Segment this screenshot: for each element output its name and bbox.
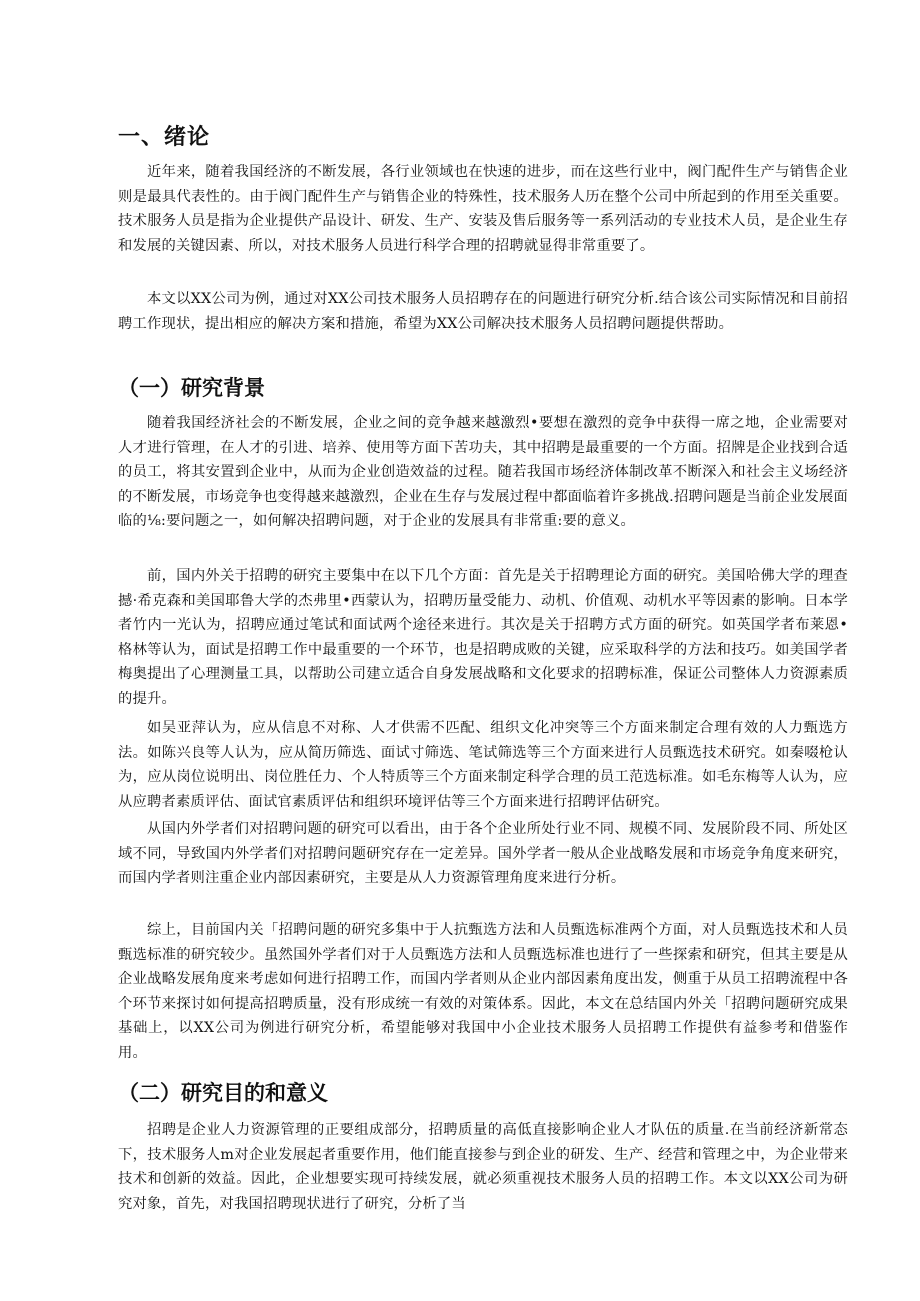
background-paragraph-3: 如吴亚萍认为，应从信息不对称、人才供需不匹配、组织文化冲突等三个方面来制定合理有效的人力甄选方法。如陈兴良等人认为，应从简历筛选、面试寸筛选、笔试筛选等三个方面来进行人员甄选技术研究。如秦啜枪认为，应从岗位说明出、岗位胜任力、个人特质等三个方面来制定科学合理的员工范选标准。如毛东梅等人认为，应从应聘者素质评估、面试官素质评估和组织环境评估等三个方面来进行招聘评估研究。 <box>118 720 848 810</box>
section-heading-introduction: 一、绪论 <box>118 125 211 150</box>
subsection-heading-purpose: （二）研究目的和意义 <box>118 1081 328 1105</box>
intro-paragraph-2: 本文以XX公司为例，通过对XX公司技术服务人员招聘存在的问题进行研究分析.结合该公司实际情况和目前招聘工作现状，提出相应的解决方案和措施，希望为XX公司解决技术服务人员招聘问题提供帮助。 <box>118 291 848 332</box>
intro-paragraph-1: 近年来，随着我国经济的不断发展，各行业领域也在快速的进步，而在这些行业中，阀门配件生产与销售企业则是最具代表性的。由于阀门配件生产与销售企业的特殊性，技术服务人历在整个公司中所起到的作用至关重要。技术服务人员是指为企业提供产品设计、研发、生产、安装及售后服务等一系列活动的专业技术人员，是企业生存和发展的关键因素、所以，对技术服务人员进行科学合理的招聘就显得非常重要了。 <box>118 164 848 254</box>
background-paragraph-1: 随着我国经济社会的不断发展，企业之间的竞争越来越激烈•要想在激烈的竞争中获得一席之地，企业需要对人才进行管理，在人才的引进、培养、使用等方面下苦功夫，其中招聘是最重要的一个方面。招牌是企业找到合适的员工，将其安置到企业中，从而为企业创造效益的过程。随若我国市场经济体制改革不断深入和社会主义场经济的不断发展，市场竞争也变得越来越激烈，企业在生存与发展过程中都面临着许多挑战.招聘问题是当前企业发展面临的⅛:要问题之一，如何解决招聘问题，对于企业的发展具有非常重:要的意义。 <box>118 415 848 529</box>
background-paragraph-2: 前，国内外关于招聘的研究主要集中在以下几个方面：首先是关于招聘理论方面的研究。美国哈佛大学的理查撼·希克森和美国耶鲁大学的杰弗里•西蒙认为，招聘历量受能力、动机、价值观、动机水平等因素的影响。日本学者竹内一光认为，招聘应通过笔试和面试两个途径来进行。其次是关于招聘方式方面的研究。如英国学者布莱恩•格林等认为，面试是招聘工作中最重要的一个环节，也是招聘成败的关键，应采取科学的方法和技巧。如美国学者梅奥提出了心理测量工具，以帮助公司建立适合自身发展战略和文化要求的招聘标准，保证公司整体人力资源素质的提升。 <box>118 568 848 707</box>
background-paragraph-4: 从国内外学者们对招聘问题的研究可以看出，由于各个企业所处行业不同、规模不同、发展阶段不同、所处区域不同，导致国内外学者们对招聘问题研究存在一定差异。国外学者一般从企业战略发展和市场竞争角度来研究，而国内学者则注重企业内部因素研究，主要是从人力资源管理角度来进行分析。 <box>118 821 848 886</box>
background-paragraph-5: 综上，目前国内关「招聘问题的研究多集中于人抗甄选方法和人员甄选标准两个方面，对人员甄选技术和人员甄选标准的研究较少。虽然国外学者们对于人员甄选方法和人员甄选标准也进行了一些探索和研究，但其主要是从企业战略发展角度来考虑如何进行招聘工作，而国内学者则从企业内部因素角度出发，侧重于从员工招聘流程中各个环节来探讨如何提高招聘质量，没有形成统一有效的对策体系。因此，本文在总结国内外关「招聘问题研究成果基础上，以XX公司为例进行研究分析，希望能够对我国中小企业技术服务人员招聘工作提供有益参考和借鉴作用。 <box>118 922 848 1061</box>
subsection-heading-background: （一）研究背景 <box>118 376 265 400</box>
purpose-paragraph-1: 招聘是企业人力资源管理的正要组成部分，招聘质量的高低直接影响企业人才队伍的质量.在当前经济新常态下，技术服务人m对企业发展起者重要作用，他们能直接参与到企业的研发、生产、经营和管理之中，为企业带来技术和创新的效益。因此，企业想要实现可持续发展，就必须重视技术服务人员的招聘工作。本文以XX公司为研究对象，首先，对我国招聘现状进行了研究，分析了当 <box>118 1122 848 1212</box>
